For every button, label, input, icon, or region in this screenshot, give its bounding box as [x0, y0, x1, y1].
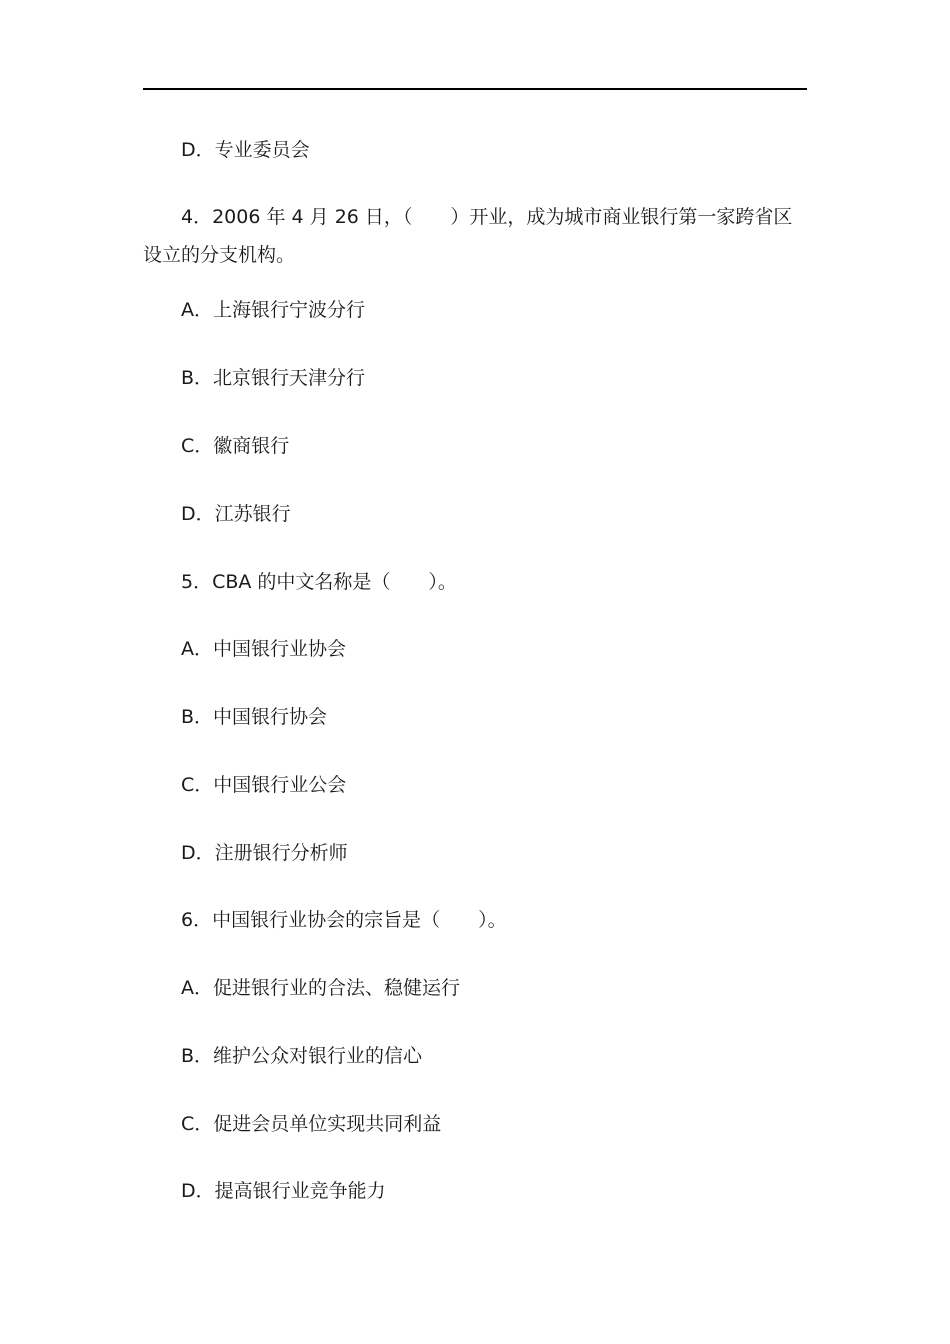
option-b-q6: B．维护公众对银行业的信心 [181, 1045, 423, 1067]
option-d-q6: D．提高银行业竞争能力 [181, 1180, 386, 1202]
option-d-q5: D．注册银行分析师 [181, 842, 348, 864]
question-4-line-2: 设立的分支机构。 [143, 244, 296, 266]
question-6: 6．中国银行业协会的宗旨是（ ）。 [181, 909, 507, 931]
option-c-q5: C．中国银行业公会 [181, 774, 347, 796]
option-d-q4: D．江苏银行 [181, 503, 291, 525]
option-d-q3: D．专业委员会 [181, 139, 310, 161]
option-b-q5: B．中国银行协会 [181, 706, 328, 728]
header-rule [143, 88, 807, 90]
option-c-q4: C．徽商银行 [181, 435, 290, 457]
option-a-q5: A．中国银行业协会 [181, 638, 346, 660]
option-a-q4: A．上海银行宁波分行 [181, 299, 365, 321]
option-b-q4: B．北京银行天津分行 [181, 367, 366, 389]
question-4-line-1: 4．2006 年 4 月 26 日，（ ）开业，成为城市商业银行第一家跨省区 [181, 206, 793, 228]
option-c-q6: C．促进会员单位实现共同利益 [181, 1113, 442, 1135]
question-5: 5．CBA 的中文名称是（ ）。 [181, 571, 457, 593]
option-a-q6: A．促进银行业的合法、稳健运行 [181, 977, 460, 999]
